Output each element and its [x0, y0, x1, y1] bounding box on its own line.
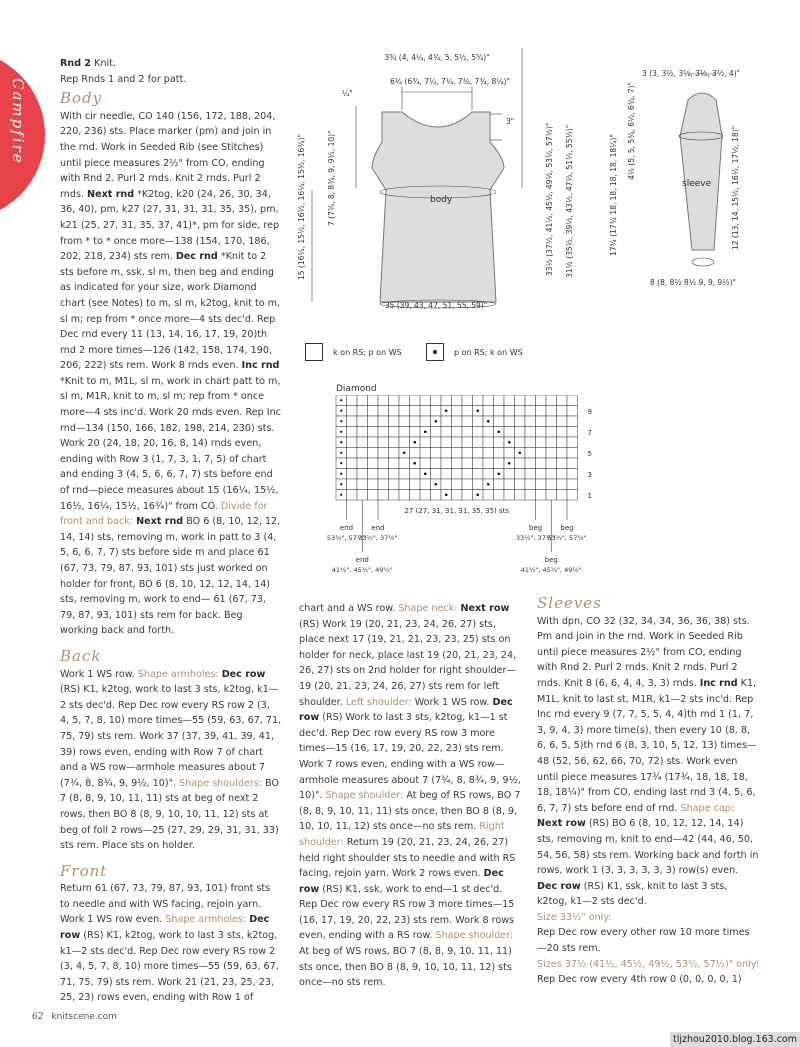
- purl-dot: [424, 430, 427, 433]
- chart-cell: [525, 448, 536, 459]
- chart-cell: [525, 416, 536, 427]
- diamond-chart: [300, 395, 780, 585]
- chart-cell: [473, 479, 484, 490]
- chart-cell: [557, 448, 568, 459]
- chart-cell: [399, 437, 410, 448]
- chart-cell: [462, 427, 473, 438]
- chart-cell: [494, 490, 505, 501]
- chart-cell: [399, 416, 410, 427]
- chart-cell: [410, 479, 421, 490]
- end-marker-a-sizes: 53½", 57½": [326, 534, 367, 542]
- chart-cell: [483, 427, 494, 438]
- chart-cell: [557, 406, 568, 417]
- quarter-label: ¼": [342, 89, 353, 98]
- beg-marker-a-label: beg: [528, 524, 543, 532]
- row-label: 3: [587, 470, 592, 479]
- chart-cell: [567, 490, 578, 501]
- chart-cell: [536, 479, 547, 490]
- size-33-label: Size 33½" only:: [537, 911, 612, 923]
- chart-cell: [515, 416, 526, 427]
- purl-dot: [403, 451, 406, 454]
- purl-dot: [508, 462, 511, 465]
- chart-cell: [441, 479, 452, 490]
- purl-dot: [476, 409, 479, 412]
- chart-cell: [347, 395, 358, 406]
- chart-cell: [452, 458, 463, 469]
- size-37-text: Rep Dec row every 4th row 0 (0, 0, 0, 0, 1): [537, 974, 742, 986]
- chart-cell: [420, 479, 431, 490]
- chart-cell: [473, 469, 484, 480]
- chart-cell: [378, 458, 389, 469]
- chart-cell: [494, 437, 505, 448]
- chart-cell: [525, 406, 536, 417]
- purl-legend-label: p on RS; k on WS: [454, 348, 523, 357]
- chart-cell: [368, 406, 379, 417]
- chart-cell: [515, 437, 526, 448]
- chart-cell: [525, 469, 536, 480]
- chart-cell: [557, 479, 568, 490]
- chart-cell: [546, 427, 557, 438]
- chart-cell: [389, 416, 400, 427]
- chart-cell: [441, 437, 452, 448]
- chart-cell: [494, 416, 505, 427]
- chart-cell: [389, 458, 400, 469]
- purl-dot: [476, 493, 479, 496]
- purl-dot: [497, 430, 500, 433]
- row-label: 7: [587, 428, 592, 437]
- chart-cell: [483, 458, 494, 469]
- chart-cell: [431, 458, 442, 469]
- chart-cell: [567, 406, 578, 417]
- chart-cell: [504, 395, 515, 406]
- chart-cell: [431, 395, 442, 406]
- body-label: body: [430, 195, 453, 205]
- chart-cell: [357, 416, 368, 427]
- edge-dot: [340, 483, 342, 485]
- purl-dot: [497, 472, 500, 475]
- chart-cell: [399, 479, 410, 490]
- chart-cell: [431, 406, 442, 417]
- chart-cell: [567, 395, 578, 406]
- chart-cell: [378, 479, 389, 490]
- middle-column: [299, 601, 521, 991]
- chart-cell: [462, 416, 473, 427]
- chart-cell: [378, 395, 389, 406]
- chart-cell: [431, 427, 442, 438]
- chart-cell: [567, 458, 578, 469]
- chart-cell: [420, 490, 431, 501]
- chart-cell: [399, 406, 410, 417]
- chart-cell: [347, 416, 358, 427]
- chart-cell: [546, 406, 557, 417]
- cuff-label: 8 (8, 8½ 8½ 9, 9, 9½)": [650, 278, 736, 287]
- chart-cell: [515, 395, 526, 406]
- body-outline: [372, 112, 504, 302]
- edge-dot: [340, 494, 342, 496]
- chart-cell: [515, 479, 526, 490]
- chart-cell: [399, 458, 410, 469]
- chart-cell: [462, 437, 473, 448]
- chart-cell: [431, 448, 442, 459]
- chart-cell: [368, 437, 379, 448]
- chart-cell: [399, 490, 410, 501]
- chart-cell: [473, 437, 484, 448]
- chart-cell: [410, 427, 421, 438]
- chart-cell: [452, 416, 463, 427]
- chart-cell: [452, 479, 463, 490]
- chart-cell: [441, 395, 452, 406]
- length-label: 15 (16¼, 15½, 16½, 16¼, 15½, 16¾)": [297, 134, 306, 280]
- chart-cell: [452, 490, 463, 501]
- chart-cell: [525, 479, 536, 490]
- purl-legend-box: [426, 343, 444, 361]
- chart-cell: [462, 395, 473, 406]
- chart-cell: [368, 469, 379, 480]
- chart-cell: [567, 437, 578, 448]
- chart-cell: [536, 427, 547, 438]
- chart-cell: [389, 437, 400, 448]
- purl-dot-icon: [433, 350, 437, 354]
- beg-marker-a-sizes: 33½", 37½": [515, 534, 556, 542]
- chart-cell: [347, 469, 358, 480]
- chart-cell: [504, 406, 515, 417]
- neck-paragraph: chart and a WS row. Shape neck: Next row (RS) Work 19 (20, 21, 23, 24, 26, 27) sts, place next 17 (19, 21, 21, 23, 23, 25) sts on holder for neck, place last 19 (20, 21, 23, 24, 26, 27) sts on 2nd holder for right shoulder—19 (20, 21, 23, 24, 26, 27) sts rem for left shoulder. Left shoulder: Work 1 WS row. Dec row (RS) Work to last 3 sts, k2tog, k1—1 st dec'd. Rep Dec row every RS row 3 more times—15 (16, 17, 19, 20, 22, 23) sts rem. Work 7 rows even, ending with a WS row—armhole measures about 7 (7¾, 8, 8¾, 9, 9½, 10)". Shape shoulder: At beg of RS rows, BO 7 (8, 8, 9, 10, 11, 11) sts once, then BO 8 (8, 9, 10, 10, 11, 12) sts once—no sts rem. Right shoulder: Return 19 (20, 21, 23, 24, 26, 27) held right shoulder sts to needle and with RS facing, rejoin yarn. Work 2 rows even. Dec row (RS) K1, ssk, work to end—1 st dec'd. Rep Dec row every RS row 3 more times—15 (16, 17, 19, 20, 22, 23) sts rem. Work 8 rows even, ending with a RS row. Shape shoulder: At beg of WS rows, BO 7 (8, 8, 9, 10, 11, 11) sts once, then BO 8 (8, 9, 10, 10, 11, 12) sts once—no sts rem.: [299, 603, 521, 989]
- edge-dot: [340, 473, 342, 475]
- knit-legend-box: [305, 343, 323, 361]
- chart-cell: [536, 490, 547, 501]
- chart-cell: [368, 479, 379, 490]
- sleeve-outline: [680, 93, 722, 250]
- three-inch-label: 3": [506, 117, 515, 126]
- chart-cell: [525, 427, 536, 438]
- edge-dot: [340, 452, 342, 454]
- chart-cell: [389, 479, 400, 490]
- beg-marker-b-label: beg: [560, 524, 574, 532]
- shoulder-width-label: 6¼ (6¾, 7¼, 7¼, 7¾, 7¾, 8¼)": [390, 77, 510, 86]
- chart-cell: [368, 458, 379, 469]
- purl-dot: [424, 472, 427, 475]
- chart-cell: [483, 490, 494, 501]
- body-paragraph: With cir needle, CO 140 (156, 172, 188, 204, 220, 236) sts. Place marker (pm) and join in the rnd. Work in Seeded Rib (see Stitches) until piece measures 2½" from CO, ending with Rnd 2. Purl 2 rnds. Knit 2 rnds. Purl 2 rnds. Next rnd *K2tog, k20 (24, 26, 30, 34, 36, 40), pm, k27 (27, 31, 31, 31, 35, 35), pm, k21 (25, 27, 31, 35, 37, 41)*, pm for side, rep from * to * once more—138 (154, 170, 186, 202, 218, 234) sts rem. Dec rnd *Knit to 2 sts before m, ssk, sl m, then beg and ending as indicated for your size, work Diamond chart (see Notes) to m, sl m, k2tog, knit to m, sl m; rep from * once more—4 sts dec'd. Rep Dec rnd every 11 (13, 14, 16, 17, 19, 20)th rnd 2 more times—126 (142, 158, 174, 190, 206, 222) sts rem. Work 8 rnds even. Inc rnd *Knit to m, M1L, sl m, work in chart patt to m, sl m, M1R, knit to m, sl m; rep from * once more—4 sts inc'd. Work 20 rnds even. Rep Inc rnd—134 (150, 166, 182, 198, 214, 230) sts. Work 20 (24, 18, 20, 16, 8, 14) rnds even, ending with Row 3 (1, 7, 3, 1, 7, 5) of chart and ending 3 (4, 5, 6, 6, 7, 7) sts before end of rnd—piece measures about 15 (16¼, 15½, 16½, 16¼, 15½, 16¾)" from CO. Divide for front and back: Next rnd BO 6 (8, 10, 12, 12, 14, 14) sts, removing m, work in patt to 3 (4, 5, 6, 6, 7, 7) sts before side m and place 61 (67, 73, 79, 87, 93, 101) sts just worked on holder for front, BO 6 (8, 10, 12, 12, 14, 14) sts, removing m, work to end— 61 (67, 73, 79, 87, 93, 101) sts rem for back. Beg working back and forth.: [60, 110, 281, 637]
- upper-arm-label: 12 (13, 14, 15½, 16½, 17½, 18)": [731, 125, 740, 250]
- chart-cell: [515, 490, 526, 501]
- end-marker-a-label: end: [339, 524, 354, 532]
- chart-cell: [420, 406, 431, 417]
- back-heading: Back: [60, 646, 102, 665]
- chart-cell: [462, 490, 473, 501]
- chart-cell: [347, 458, 358, 469]
- chart-cell: [557, 490, 568, 501]
- chart-cell: [389, 395, 400, 406]
- chart-cell: [546, 395, 557, 406]
- chart-cell: [557, 458, 568, 469]
- page-number: 62: [32, 1012, 44, 1022]
- chart-cell: [536, 458, 547, 469]
- chart-cell: [378, 490, 389, 501]
- chart-cell: [441, 416, 452, 427]
- chart-cell: [494, 395, 505, 406]
- knit-legend-label: k on RS; p on WS: [333, 348, 402, 357]
- hem-label: 35 (39, 43, 47, 51, 55, 59)": [384, 301, 488, 310]
- chart-cell: [536, 448, 547, 459]
- site-name: knitscene.com: [51, 1012, 117, 1022]
- chart-cell: [378, 427, 389, 438]
- chart-cell: [410, 416, 421, 427]
- chart-cell: [368, 427, 379, 438]
- chart-cell: [431, 490, 442, 501]
- chart-cell: [462, 448, 473, 459]
- chart-cell: [515, 427, 526, 438]
- chart-cell: [452, 469, 463, 480]
- chart-cell: [462, 469, 473, 480]
- chart-cell: [462, 406, 473, 417]
- chart-cell: [546, 448, 557, 459]
- sleeves-heading: Sleeves: [537, 594, 602, 612]
- chart-cell: [389, 448, 400, 459]
- purl-dot: [413, 441, 416, 444]
- chart-cell: [431, 469, 442, 480]
- chart-cell: [378, 416, 389, 427]
- rnd2-line: Rnd 2 Knit.: [60, 58, 117, 69]
- front-paragraph: Return 61 (67, 73, 79, 87, 93, 101) front sts to needle and with WS facing, rejoin yarn. Work 1 WS row even. Shape armholes: Dec row (RS) K1, k2tog, work to last 3 sts, k2tog, k1—2 sts dec'd. Rep Dec row every RS row 2 (3, 4, 5, 7, 8, 10) more times—55 (59, 63, 67, 71, 75, 79) sts rem. Work 21 (21, 23, 25, 23, 25, 23) rows even, ending with Row 1 of: [60, 883, 279, 1004]
- chart-cell: [546, 416, 557, 427]
- cuff-circ: [692, 258, 714, 266]
- chart-cell: [357, 458, 368, 469]
- chart-cell: [567, 448, 578, 459]
- chart-cell: [420, 437, 431, 448]
- row-label: 9: [587, 407, 592, 416]
- purl-dot: [518, 451, 521, 454]
- chart-cell: [515, 406, 526, 417]
- chart-cell: [368, 416, 379, 427]
- neck-top-label: 3¾ (4, 4¼, 4¾, 5, 5½, 5¾)": [384, 53, 490, 62]
- chart-cell: [357, 437, 368, 448]
- purl-dot: [445, 493, 448, 496]
- chart-cell: [557, 437, 568, 448]
- chart-title: Diamond: [336, 384, 377, 394]
- chart-cell: [357, 427, 368, 438]
- chart-cell: [504, 479, 515, 490]
- purl-dot: [434, 483, 437, 486]
- chart-cell: [347, 479, 358, 490]
- chart-cell: [557, 395, 568, 406]
- chart-cell: [410, 395, 421, 406]
- chart-cell: [473, 416, 484, 427]
- schematic-diagram: [290, 40, 770, 330]
- chart-cell: [431, 437, 442, 448]
- chart-cell: [525, 458, 536, 469]
- chart-cell: [357, 490, 368, 501]
- chart-cell: [525, 437, 536, 448]
- chart-cell: [368, 490, 379, 501]
- sleeve-label: sleeve: [682, 179, 712, 189]
- chart-cell: [536, 406, 547, 417]
- chart-cell: [357, 406, 368, 417]
- chart-cell: [399, 395, 410, 406]
- chart-cell: [483, 448, 494, 459]
- chart-cell: [378, 406, 389, 417]
- chart-cell: [410, 448, 421, 459]
- chart-cell: [536, 395, 547, 406]
- chart-cell: [473, 448, 484, 459]
- end-marker-b-label: end: [371, 524, 385, 532]
- chart-cell: [452, 437, 463, 448]
- chart-cell: [546, 479, 557, 490]
- chart-cell: [473, 395, 484, 406]
- purl-dot: [487, 420, 490, 423]
- chart-cell: [462, 479, 473, 490]
- chart-cell: [504, 448, 515, 459]
- chart-cell: [357, 395, 368, 406]
- chart-cell: [567, 469, 578, 480]
- row-label: 5: [587, 449, 592, 458]
- chart-cell: [452, 448, 463, 459]
- watermark: tljzhou2010.blog.163.com: [670, 1032, 800, 1047]
- chart-cell: [504, 416, 515, 427]
- row-label: 1: [587, 491, 592, 500]
- chart-cell: [347, 406, 358, 417]
- edge-dot: [340, 462, 342, 464]
- chart-cell: [410, 406, 421, 417]
- edge-dot: [340, 431, 342, 433]
- chart-cell: [546, 490, 557, 501]
- chart-cell: [567, 479, 578, 490]
- chart-cell: [557, 469, 568, 480]
- chart-cell: [347, 448, 358, 459]
- chart-cell: [525, 395, 536, 406]
- edge-dot: [340, 420, 342, 422]
- chart-cell: [441, 458, 452, 469]
- edge-dot: [340, 410, 342, 412]
- end-marker-b-sizes: 33½", 37½": [358, 534, 398, 542]
- chart-cell: [410, 469, 421, 480]
- right-column: [537, 596, 759, 988]
- purl-dot: [434, 420, 437, 423]
- purl-dot: [487, 483, 490, 486]
- chart-cell: [567, 427, 578, 438]
- chart-cell: [357, 469, 368, 480]
- chart-cell: [504, 490, 515, 501]
- chart-cell: [420, 448, 431, 459]
- chart-cell: [347, 437, 358, 448]
- body-heading: Body: [60, 89, 103, 108]
- repeat-label: 27 (27, 31, 31, 31, 35, 35) sts: [404, 507, 510, 515]
- chart-cell: [515, 469, 526, 480]
- section-tab-label: Campfire: [9, 78, 27, 165]
- beg-marker-c-label: beg: [544, 556, 558, 564]
- chart-cell: [357, 448, 368, 459]
- chart-cell: [557, 416, 568, 427]
- waist-label: 31½ (35½, 39½, 43½, 47½, 51½, 55½)": [565, 124, 574, 278]
- beg-marker-b-sizes: 53½", 57½": [547, 534, 587, 542]
- end-marker-c-label: end: [355, 556, 369, 564]
- rep-line: Rep Rnds 1 and 2 for patt.: [60, 73, 187, 85]
- chart-cell: [441, 448, 452, 459]
- chart-cell: [378, 469, 389, 480]
- back-paragraph: Work 1 WS row. Shape armholes: Dec row (RS) K1, k2tog, work to last 3 sts, k2tog, k1—2 sts dec'd. Rep Dec row every RS row 2 (3, 4, 5, 7, 8, 10) more times—55 (59, 63, 67, 71, 75, 79) sts rem. Work 37 (37, 39, 41, 39, 41, 39) rows even, ending with Row 7 of chart and a WS row—armhole measures about 7 (7¾, 8, 8¾, 9, 9½, 10)". Shape shoulders: BO 7 (8, 8, 9, 10, 11, 11) sts at beg of next 2 rows, then BO 8 (8, 9, 10, 10, 11, 12) sts at beg of foll 2 rows—25 (27, 29, 29, 31, 31, 33) sts rem. Place sts on holder.: [60, 668, 282, 852]
- chart-cell: [546, 458, 557, 469]
- chest-label: 33½ (37½, 41½, 45½, 49½, 53½, 57½)": [545, 122, 554, 276]
- chart-cell: [536, 437, 547, 448]
- chart-cell: [420, 458, 431, 469]
- chart-cell: [483, 395, 494, 406]
- chart-cell: [399, 469, 410, 480]
- chart-cell: [368, 395, 379, 406]
- chart-cell: [347, 427, 358, 438]
- chart-cell: [389, 427, 400, 438]
- end-marker-c-sizes: 41½", 45½", 49½": [331, 566, 393, 574]
- sleeves-paragraph: With dpn, CO 32 (32, 34, 34, 36, 36, 38) sts. Pm and join in the rnd. Work in Seeded Rib until piece measures 2½" from CO, ending with Rnd 2. Purl 2 rnds. Knit 2 rnds. Purl 2 rnds. Knit 8 (6, 6, 4, 4, 3, 3) rnds. Inc rnd K1, M1L, knit to last st, M1R, k1—2 sts inc'd. Rep Inc rnd every 9 (7, 7, 5, 5, 4, 4)th rnd 1 (1, 7, 3, 9, 4, 3) more time(s), then every 10 (8, 8, 6, 6, 5, 5)th rnd 6 (8, 3, 10, 5, 12, 13) times—48 (52, 56, 62, 66, 70, 72) sts. Work even until piece measures 17¾ (17¾, 18, 18, 18, 18, 18¼)" from CO, ending last rnd 3 (4, 5, 6, 6, 7, 7) sts before end of rnd. Shape cap: Next row (RS) BO 6 (8, 10, 12, 12, 14, 14) sts, removing m, knit to end—42 (44, 46, 50, 54, 56, 58) sts rem. Working back and forth in rows, work 1 (3, 3, 3, 3, 3, 3) row(s) even. Dec row (RS) K1, ssk, knit to last 3 sts, k2tog, k1—2 sts dec'd.: [537, 615, 759, 908]
- chart-cell: [504, 469, 515, 480]
- chart-cell: [399, 427, 410, 438]
- chart-cell: [452, 395, 463, 406]
- chart-cell: [536, 416, 547, 427]
- chart-cell: [494, 458, 505, 469]
- sleeve-length-label: 17¾ (17¾ 18, 18, 18, 18, 18¼)": [609, 134, 618, 256]
- chart-cell: [368, 448, 379, 459]
- chart-cell: [494, 448, 505, 459]
- chart-cell: [525, 490, 536, 501]
- chart-cell: [557, 427, 568, 438]
- chart-cell: [483, 437, 494, 448]
- cap-top-label: 3 (3, 3½, 3½, 3½, 3½, 4)": [642, 69, 741, 78]
- chart-cell: [483, 469, 494, 480]
- chart-cell: [389, 469, 400, 480]
- chart-cell: [347, 490, 358, 501]
- chart-cell: [494, 479, 505, 490]
- chart-cell: [410, 490, 421, 501]
- front-heading: Front: [60, 861, 108, 880]
- edge-dot: [340, 441, 342, 443]
- chart-cell: [462, 458, 473, 469]
- chart-cell: [378, 437, 389, 448]
- edge-dot: [340, 399, 342, 401]
- chart-cell: [441, 427, 452, 438]
- chart-cell: [546, 437, 557, 448]
- left-column: [60, 56, 282, 1006]
- chart-cell: [357, 479, 368, 490]
- chart-cell: [473, 427, 484, 438]
- chart-cell: [483, 406, 494, 417]
- chart-cell: [515, 458, 526, 469]
- chart-cell: [473, 458, 484, 469]
- chart-cell: [452, 406, 463, 417]
- chart-cell: [504, 427, 515, 438]
- chart-cell: [441, 469, 452, 480]
- purl-dot: [445, 409, 448, 412]
- chart-cell: [452, 427, 463, 438]
- purl-dot: [413, 462, 416, 465]
- purl-dot: [508, 441, 511, 444]
- size-37-label: Sizes 37½ (41½, 45½, 49½, 53½, 57½)" only:: [537, 958, 760, 970]
- chart-cell: [389, 406, 400, 417]
- chart-cell: [567, 416, 578, 427]
- beg-marker-c-sizes: 41½", 45½", 49½": [520, 566, 582, 574]
- chart-cell: [420, 395, 431, 406]
- cap-height-label: 4½ (5, 5, 5¾, 6½, 6¾, 7)": [627, 81, 636, 180]
- chart-cell: [536, 469, 547, 480]
- size-33-text: Rep Dec row every other row 10 more times—20 sts rem.: [537, 927, 750, 955]
- chart-cell: [420, 416, 431, 427]
- page-footer: [32, 1012, 117, 1022]
- chart-cell: [389, 490, 400, 501]
- chart-cell: [378, 448, 389, 459]
- chart-cell: [546, 469, 557, 480]
- armhole-depth-label: 7 (7¾, 8, 8¾, 9, 9½, 10)": [327, 130, 336, 226]
- chart-cell: [494, 406, 505, 417]
